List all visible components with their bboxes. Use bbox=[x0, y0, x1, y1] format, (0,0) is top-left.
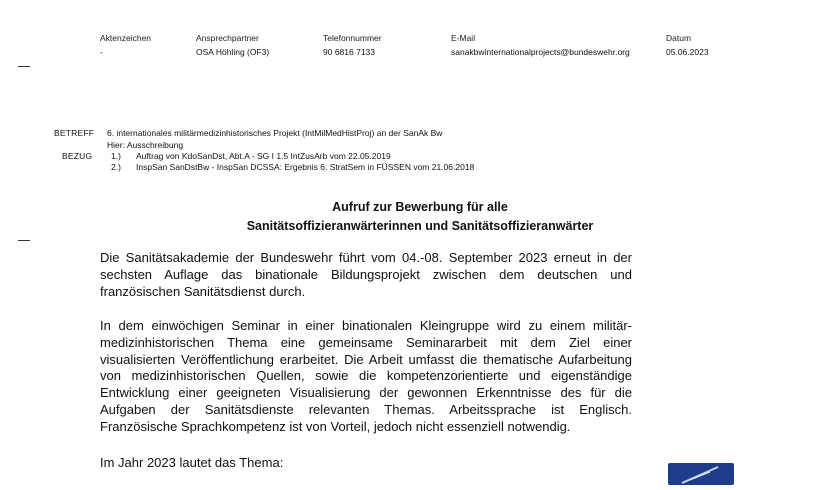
bezug-item-number: 1.) bbox=[111, 151, 121, 161]
header-label-telefonnummer: Telefonnummer bbox=[323, 33, 382, 43]
betreff-line-2: Hier: Ausschreibung bbox=[107, 140, 184, 150]
header-value-email: sanakbwinternationalprojects@bundeswehr.org bbox=[451, 47, 630, 57]
header-label-datum: Datum bbox=[666, 33, 692, 43]
header-value-telefonnummer: 90 6816 7133 bbox=[323, 47, 375, 57]
emblem-icon bbox=[668, 463, 734, 485]
body-paragraph-2: In dem einwöchigen Seminar in einer binationalen Kleingruppe wird zu einem militär-medizinhistorischen Thema eine gemeinsame Seminararbeit mit dem Ziel einer visualisierten Veröffentlichung erarbeitet. Die Arbeit umfasst die thematische Aufarbeitung von medizinhistorischen Quellen, sowie die kompetenzorientierte und eigenständige Entwicklung einer geeigneten Visualisierung der gewonnen Erkenntnisse des für die Aufgaben der Sanitätsdienste relevanten Themas. Arbeitssprache ist Englisch. Französische Sprachkompetenz ist von Vorteil, jedoch nicht essenziell notwendig. bbox=[100, 318, 632, 434]
bezug-item-number: 2.) bbox=[111, 162, 121, 172]
header-label-ansprechpartner: Ansprechpartner bbox=[196, 33, 259, 43]
bezug-item-text: InspSan SanDstBw - InspSan DCSSA: Ergebnis 6. StratSem in FÜSSEN vom 21.06.2018 bbox=[136, 162, 475, 172]
bezug-key: BEZUG bbox=[62, 151, 93, 161]
body-paragraph-1: Die Sanitätsakademie der Bundeswehr führt vom 04.-08. September 2023 erneut in der sechsten Auflage das binationale Bildungsprojekt zwischen dem deutschen und französischen Sanitätsdienst durch. bbox=[100, 250, 632, 299]
header-label-aktenzeichen: Aktenzeichen bbox=[100, 33, 152, 43]
betreff-key: BETREFF bbox=[54, 128, 95, 138]
betreff-line-1: 6. internationales militärmedizinhistorisches Projekt (IntMilMedHistProj) an der SanAk Bw bbox=[107, 128, 443, 138]
header-value-aktenzeichen: - bbox=[100, 47, 103, 57]
document-title-line-1: Aufruf zur Bewerbung für alle bbox=[332, 200, 508, 214]
bezug-item-text: Auftrag von KdoSanDst, Abt.A - SG I 1.5 IntZusArb vom 22.05.2019 bbox=[136, 151, 391, 161]
fold-mark bbox=[18, 240, 30, 241]
document-title-line-2: Sanitätsoffizieranwärterinnen und Sanitätsoffizieranwärter bbox=[246, 219, 594, 233]
header-value-datum: 05.06.2023 bbox=[666, 47, 709, 57]
header-value-ansprechpartner: OSA Höhling (OF3) bbox=[196, 47, 270, 57]
header-label-email: E-Mail bbox=[451, 33, 476, 43]
fold-mark bbox=[18, 66, 30, 67]
body-paragraph-3: Im Jahr 2023 lautet das Thema: bbox=[100, 455, 284, 470]
